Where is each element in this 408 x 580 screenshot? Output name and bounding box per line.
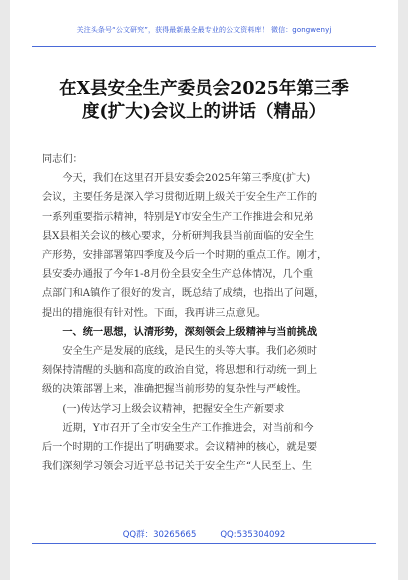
footer-qq: QQ:535304092: [220, 530, 286, 540]
document-body: [42, 150, 380, 476]
body-line: 近期，Y市召开了全市安全生产工作推进会，对当前和今: [42, 422, 314, 434]
body-line: 点部门和A镇作了很好的发言，既总结了成绩，也指出了问题，: [42, 288, 325, 300]
body-line: 同志们：: [42, 154, 83, 165]
footer-divider: [32, 543, 376, 544]
footer-contact: [10, 528, 398, 540]
title-line-1: 在X县安全生产委员会2025年第三季: [59, 79, 349, 99]
section-heading: 一、统一思想，认清形势，深刻领会上级精神与当前挑战: [42, 325, 318, 338]
body-line: 一系列重要指示精神，特别是Y市安全生产工作推进会和兄弟: [42, 211, 314, 223]
header-banner: 关注头条号“公文研究”，获得最新最全最专业的公文资料库！ 微信：gongwenyj: [76, 26, 332, 34]
body-line: 我们深刻学习领会习近平总书记关于安全生产“人民至上、生: [42, 461, 313, 473]
title-line-2: 度(扩大)会议上的讲话（精品）: [81, 102, 327, 122]
body-line: 级的决策部署上来，准确把握当前形势的复杂性与严峻性。: [42, 384, 307, 396]
body-line: 产形势，安排部署第四季度及今后一个时期的重点工作。刚才，: [42, 250, 328, 262]
body-line: 会议，主要任务是深入学习贯彻近期上级关于安全生产工作的: [42, 192, 318, 204]
document-title: [32, 78, 376, 124]
body-line: 县安委办通报了今年1-8月份全县安全生产总体情况，几个重: [42, 269, 314, 281]
header-divider: [32, 46, 376, 47]
body-line: 刻保持清醒的头脑和高度的政治自觉，将思想和行动统一到上: [42, 365, 318, 377]
document-page: [10, 0, 398, 580]
body-line: 后一个时期的工作提出了明确要求。会议精神的核心，就是要: [42, 442, 318, 454]
body-line: 县X县相关会议的核心要求，分析研判我县当前面临的安全生: [42, 230, 315, 242]
footer-qq-group: QQ群：30265665: [122, 530, 197, 540]
body-line: 提出的措施很有针对性。下面，我再讲三点意见。: [42, 307, 267, 319]
body-line: 安全生产是发展的底线，是民生的头等大事。我们必须时: [42, 346, 318, 358]
body-line: 今天，我们在这里召开县安委会2025年第三季度(扩大): [42, 173, 311, 185]
body-line: (一)传达学习上级会议精神，把握安全生产新要求: [42, 403, 285, 415]
